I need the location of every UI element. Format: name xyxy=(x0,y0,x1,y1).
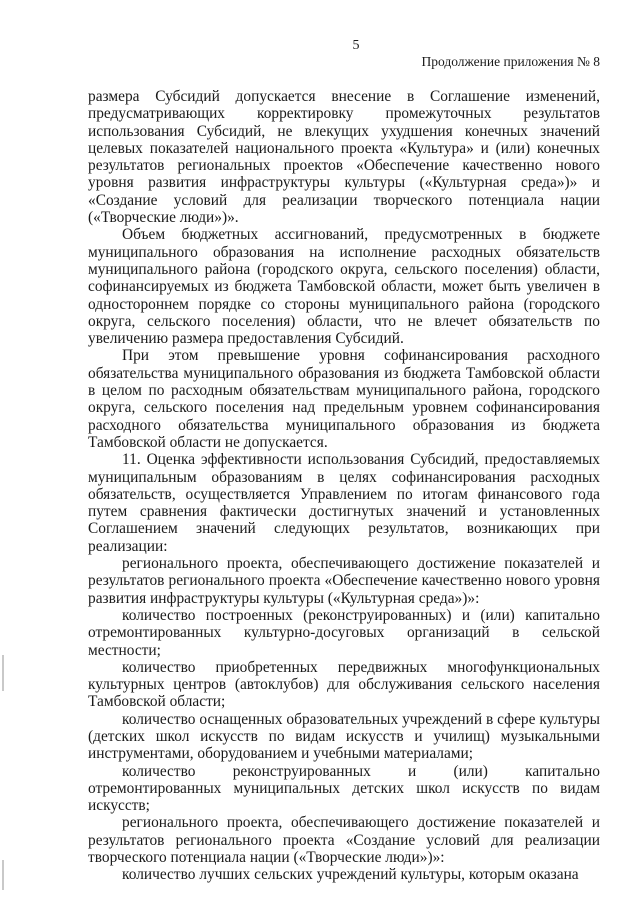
scan-edge-mark xyxy=(2,860,4,890)
paragraph-8: количество оснащенных образовательных учреждений в сфере культуры (детских школ искусств по видам искусств и училищ) музыкальными инструментами, оборудованием и учебными материалами; xyxy=(88,710,600,763)
paragraph-7: количество приобретенных передвижных многофункциональных культурных центров (автоклубов) для обслуживания сельского населения Тамбовской области; xyxy=(88,658,600,711)
paragraph-2: Объем бюджетных ассигнований, предусмотренных в бюджете муниципального образования на исполнение расходных обязательств муниципального района (городского округа, сельского поселения) области, софинансируемых из бюджета Тамбовской области, может быть увеличен в одностороннем порядке со стороны муниципального района (городского округа, сельского поселения) области, что не влечет обязательств по увеличению размера предоставления Субсидий. xyxy=(88,226,600,348)
paragraph-1: размера Субсидий допускается внесение в Соглашение изменений, предусматривающих корректировку промежуточных результатов использования Субсидий, не влекущих ухудшения конечных значений целевых показателей национального проекта «Культура» и (или) конечных результатов региональных проектов «Обеспечение качественно нового уровня развития инфраструктуры культуры («Культурная среда»)» и «Создание условий для реализации творческого потенциала нации («Творческие люди»)». xyxy=(88,88,600,227)
paragraph-3: При этом превышение уровня софинансирования расходного обязательства муниципального образования из бюджета Тамбовской области в целом по расходным обязательствам муниципального района, городского округа, сельского поселения над предельным уровнем софинансирования расходного обязательства муниципального образования из бюджета Тамбовской области не допускается. xyxy=(88,347,600,451)
paragraph-4: 11. Оценка эффективности использования Субсидий, предоставляемых муниципальным образованиям в целях софинансирования расходных обязательств, осуществляется Управлением по итогам финансового года путем сравнения фактически достигнутых значений и установленных Соглашением значений следующих результатов, возникающих при реализации: xyxy=(88,451,600,555)
paragraph-6: количество построенных (реконструированных) и (или) капитально отремонтированных культурно-досуговых организаций в сельской местности; xyxy=(88,606,600,659)
paragraph-5: регионального проекта, обеспечивающего достижение показателей и результатов регионального проекта «Обеспечение качественно нового уровня развития инфраструктуры культуры («Культурная среда»)»: xyxy=(88,555,600,607)
paragraph-9: количество реконструированных и (или) капитально отремонтированных муниципальных детских школ искусств по видам искусств; xyxy=(88,762,600,815)
appendix-continuation-note: Продолжение приложения № 8 xyxy=(421,54,600,69)
page-number: 5 xyxy=(352,38,360,53)
paragraph-11: количество лучших сельских учреждений культуры, которым оказана xyxy=(122,866,579,884)
document-body xyxy=(88,88,600,884)
paragraph-10: регионального проекта, обеспечивающего достижение показателей и результатов регионального проекта «Создание условий для реализации творческого потенциала нации («Творческие люди»)»: xyxy=(88,814,600,867)
scan-edge-mark xyxy=(2,655,4,691)
